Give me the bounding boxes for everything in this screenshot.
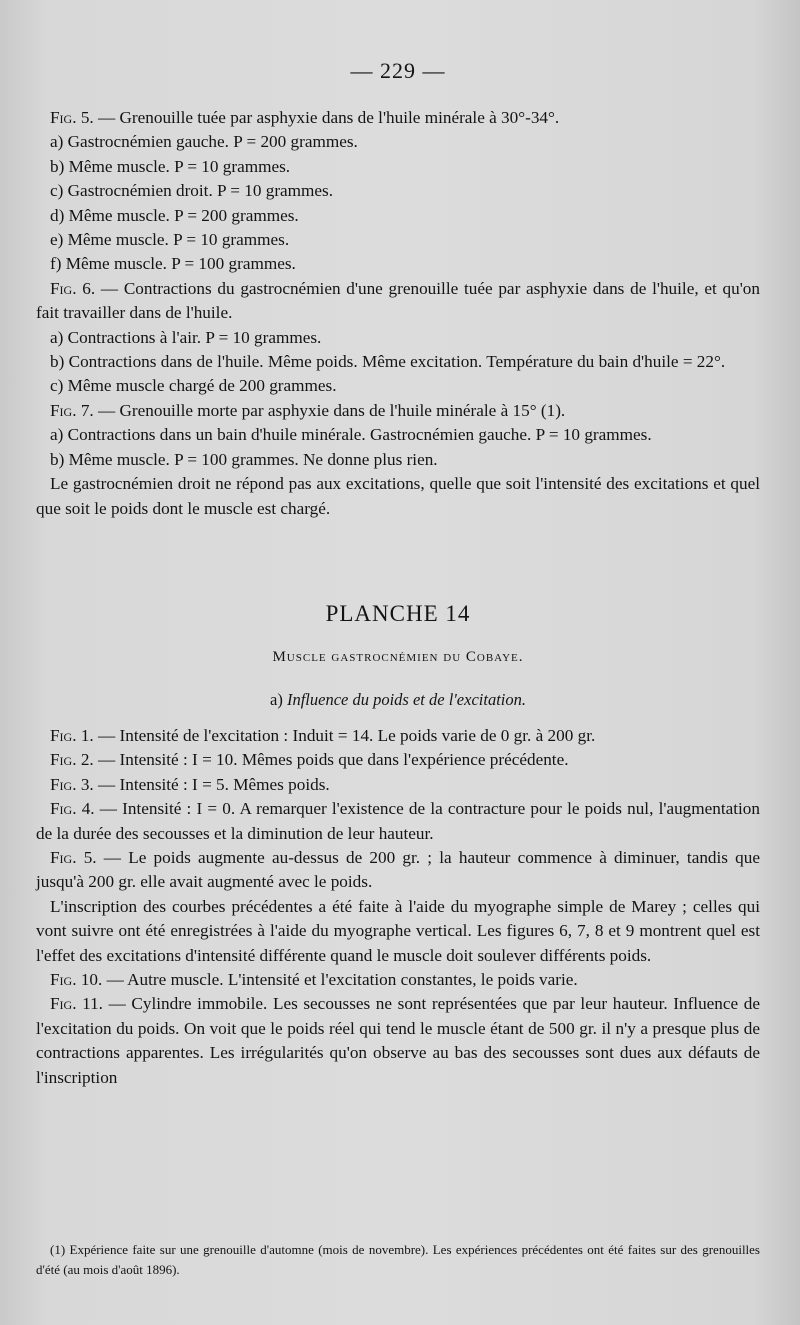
fig5b-lead: Fig. 5.: [50, 847, 97, 867]
fig5b-text: — Le poids augmente au-dessus de 200 gr. ; la hauteur commence à diminuer, tandis que jusqu'à 200 gr. elle avait augmenté avec le poids.: [36, 847, 760, 892]
fig7-item-a: a) Contractions dans un bain d'huile minérale. Gastrocnémien gauche. P = 10 grammes.: [50, 425, 652, 445]
fig1-caption: [36, 724, 760, 748]
fig3-text: — Intensité : I = 5. Mêmes poids.: [93, 774, 330, 794]
fig6-item-c: c) Même muscle chargé de 200 grammes.: [50, 376, 337, 396]
fig5-item-a: a) Gastrocnémien gauche. P = 200 grammes.: [50, 132, 358, 152]
gastro-note: Le gastrocnémien droit ne répond pas aux excitations, quelle que soit l'intensité des excitations et quel que soit le poids dont le muscle est chargé.: [36, 474, 760, 518]
fig11-lead: Fig. 11.: [50, 994, 103, 1014]
section-title: Influence du poids et de l'excitation.: [286, 689, 526, 709]
fig5b-caption: [36, 846, 760, 895]
plate-title: PLANCHE 14: [325, 600, 471, 626]
section-prefix: a): [270, 689, 283, 709]
fig1-text: — Intensité de l'excitation : Induit = 14. Le poids varie de 0 gr. à 200 gr.: [93, 725, 596, 745]
fig6-item-a: a) Contractions à l'air. P = 10 grammes.: [50, 327, 322, 347]
fig6-text: — Contractions du gastrocnémien d'une grenouille tuée par asphyxie dans de l'huile, et qu'on fait travailler dans de l'huile.: [36, 278, 760, 323]
fig5-item-f: f) Même muscle. P = 100 grammes.: [50, 254, 296, 274]
fig5-text: — Grenouille tuée par asphyxie dans de l'huile minérale à 30°-34°.: [93, 108, 560, 127]
fig6-item-b: b) Contractions dans de l'huile. Même poids. Même excitation. Température du bain d'huile = 22°.: [50, 352, 726, 372]
fig3-caption: [36, 773, 760, 797]
fig5-caption: [36, 106, 760, 130]
fig2-text: — Intensité : I = 10. Mêmes poids que dans l'expérience précédente.: [93, 750, 569, 770]
fig7-text: — Grenouille morte par asphyxie dans de l'huile minérale à 15° (1).: [93, 400, 566, 420]
fig1-lead: Fig. 1.: [50, 725, 94, 745]
section-heading: [36, 690, 760, 710]
fig4-lead: Fig. 4.: [50, 799, 95, 819]
fig11-caption: [36, 992, 760, 1090]
fig5-lead: Fig. 5.: [50, 108, 94, 127]
fig4-caption: [36, 797, 760, 846]
fig10-lead: Fig. 10.: [50, 969, 103, 989]
fig11-text: — Cylindre immobile. Les secousses ne sont représentées que par leur hauteur. Influence de l'excitation du poids. On voit que le poids réel qui tend le muscle étant de 500 gr. il n'y a presque plus de contractions apparentes. Les irrégularités qu'on observe au bas des secousses sont dues aux défauts de l'inscription: [36, 994, 760, 1087]
fig7-item-b: b) Même muscle. P = 100 grammes. Ne donne plus rien.: [50, 449, 438, 469]
plate-subtitle: Muscle gastrocnémien du Cobaye.: [272, 648, 524, 665]
fig7-lead: Fig. 7.: [50, 400, 94, 420]
fig4-text: — Intensité : I = 0. A remarquer l'existence de la contracture pour le poids nul, l'augmentation de la durée des secousses et la diminution de leur hauteur.: [36, 799, 760, 843]
fig3-lead: Fig. 3.: [50, 774, 94, 794]
fig5-item-e: e) Même muscle. P = 10 grammes.: [50, 230, 290, 250]
fig5-item-c: c) Gastrocnémien droit. P = 10 grammes.: [50, 181, 334, 201]
fig5-item-b: b) Même muscle. P = 10 grammes.: [50, 156, 291, 176]
fig10-caption: [36, 968, 760, 992]
fig6-lead: Fig. 6.: [50, 278, 96, 298]
footnote: (1) Expérience faite sur une grenouille d'automne (mois de novembre). Les expériences précédentes ont été faites sur des grenouilles d'été (au mois d'août 1896).: [36, 1242, 760, 1277]
fig2-caption: [36, 748, 760, 772]
fig10-text: — Autre muscle. L'intensité et l'excitation constantes, le poids varie.: [102, 969, 578, 989]
fig6-caption: [36, 277, 760, 326]
fig7-caption: [36, 399, 760, 423]
fig5-item-d: d) Même muscle. P = 200 grammes.: [50, 205, 299, 225]
fig2-lead: Fig. 2.: [50, 750, 94, 770]
inscription-note: L'inscription des courbes précédentes a été faite à l'aide du myographe simple de Marey ; celles qui vont suivre ont été enregistrées à l'aide du myographe vertical. Les figures 6, 7, 8 et 9 montrent quel est l'effet des excitations d'intensité différente quand le muscle doit soulever différents poids.: [36, 896, 760, 965]
page-number: — 229 —: [350, 58, 446, 83]
